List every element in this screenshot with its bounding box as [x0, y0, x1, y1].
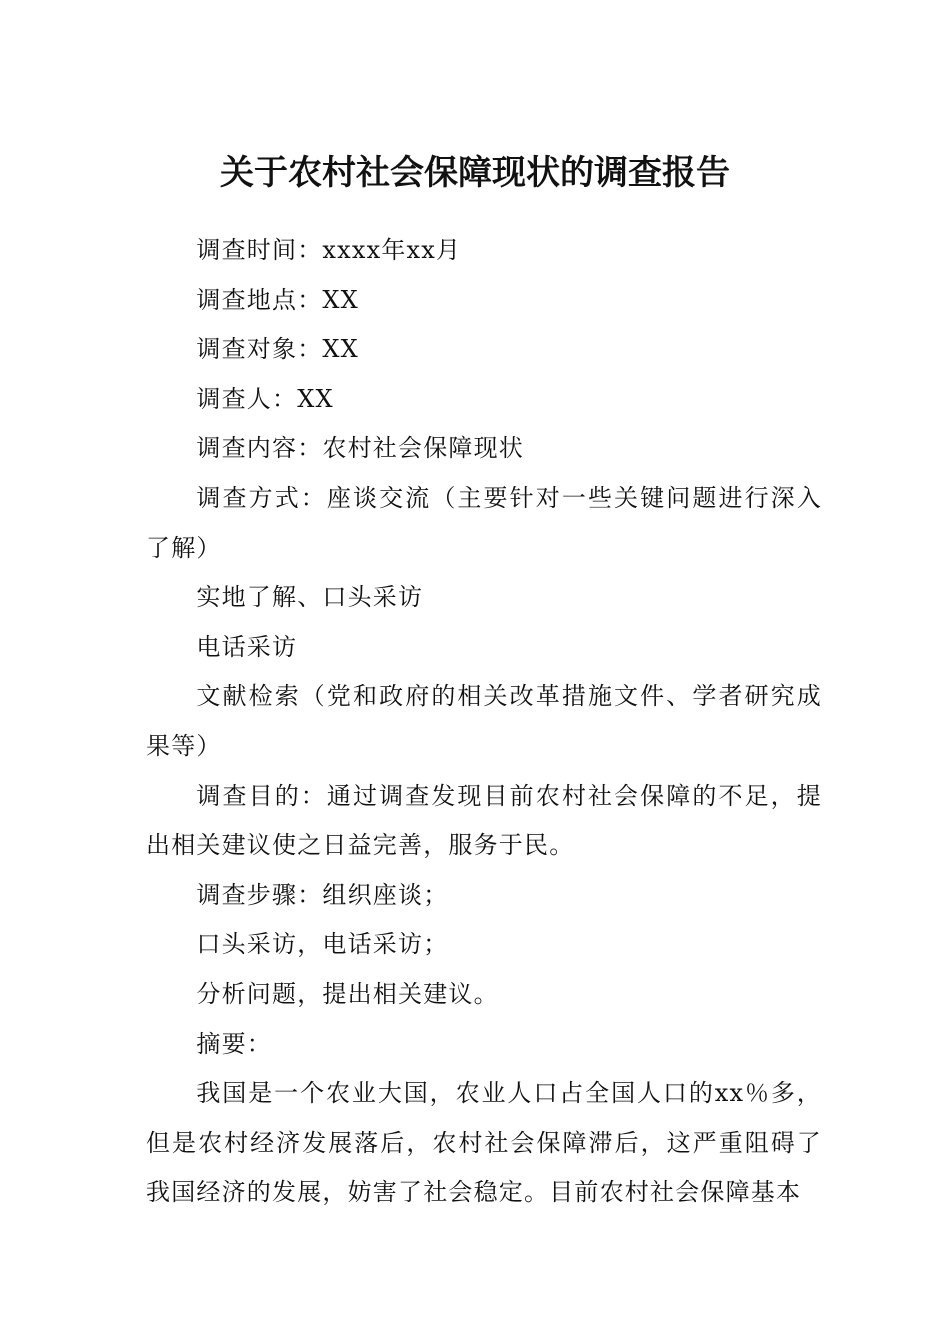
survey-method-paragraph: 调查方式：座谈交流（主要针对一些关键问题进行深入了解）	[146, 483, 822, 562]
step-interviews-paragraph: 口头采访，电话采访；	[196, 930, 449, 959]
method-phone-interview-paragraph: 电话采访	[196, 632, 298, 661]
survey-subject-paragraph: 调查对象：XX	[196, 335, 359, 364]
survey-location-paragraph: 调查地点：XX	[196, 285, 359, 314]
survey-purpose-paragraph: 调查目的：通过调查发现目前农村社会保障的不足，提出相关建议使之日益完善，服务于民。	[146, 781, 822, 860]
method-field-interview-paragraph: 实地了解、口头采访	[196, 583, 424, 612]
document-body	[146, 226, 822, 1218]
surveyor-paragraph: 调查人：XX	[196, 384, 334, 413]
abstract-heading: 摘要：	[196, 1029, 272, 1058]
document-title: 关于农村社会保障现状的调查报告	[220, 153, 730, 193]
survey-time-paragraph: 调查时间：xxxx年xx月	[196, 236, 462, 264]
abstract-paragraph: 我国是一个农业大国，农业人口占全国人口的xx％多，但是农村经济发展落后，农村社会保障滞后，这严重阻碍了我国经济的发展，妨害了社会稳定。目前农村社会保障基本	[146, 1079, 822, 1207]
step-analysis-paragraph: 分析问题，提出相关建议。	[196, 979, 499, 1008]
method-literature-paragraph: 文献检索（党和政府的相关改革措施文件、学者研究成果等）	[146, 682, 822, 760]
survey-steps-paragraph: 调查步骤：组织座谈；	[196, 880, 449, 909]
survey-content-paragraph: 调查内容：农村社会保障现状	[196, 434, 524, 463]
